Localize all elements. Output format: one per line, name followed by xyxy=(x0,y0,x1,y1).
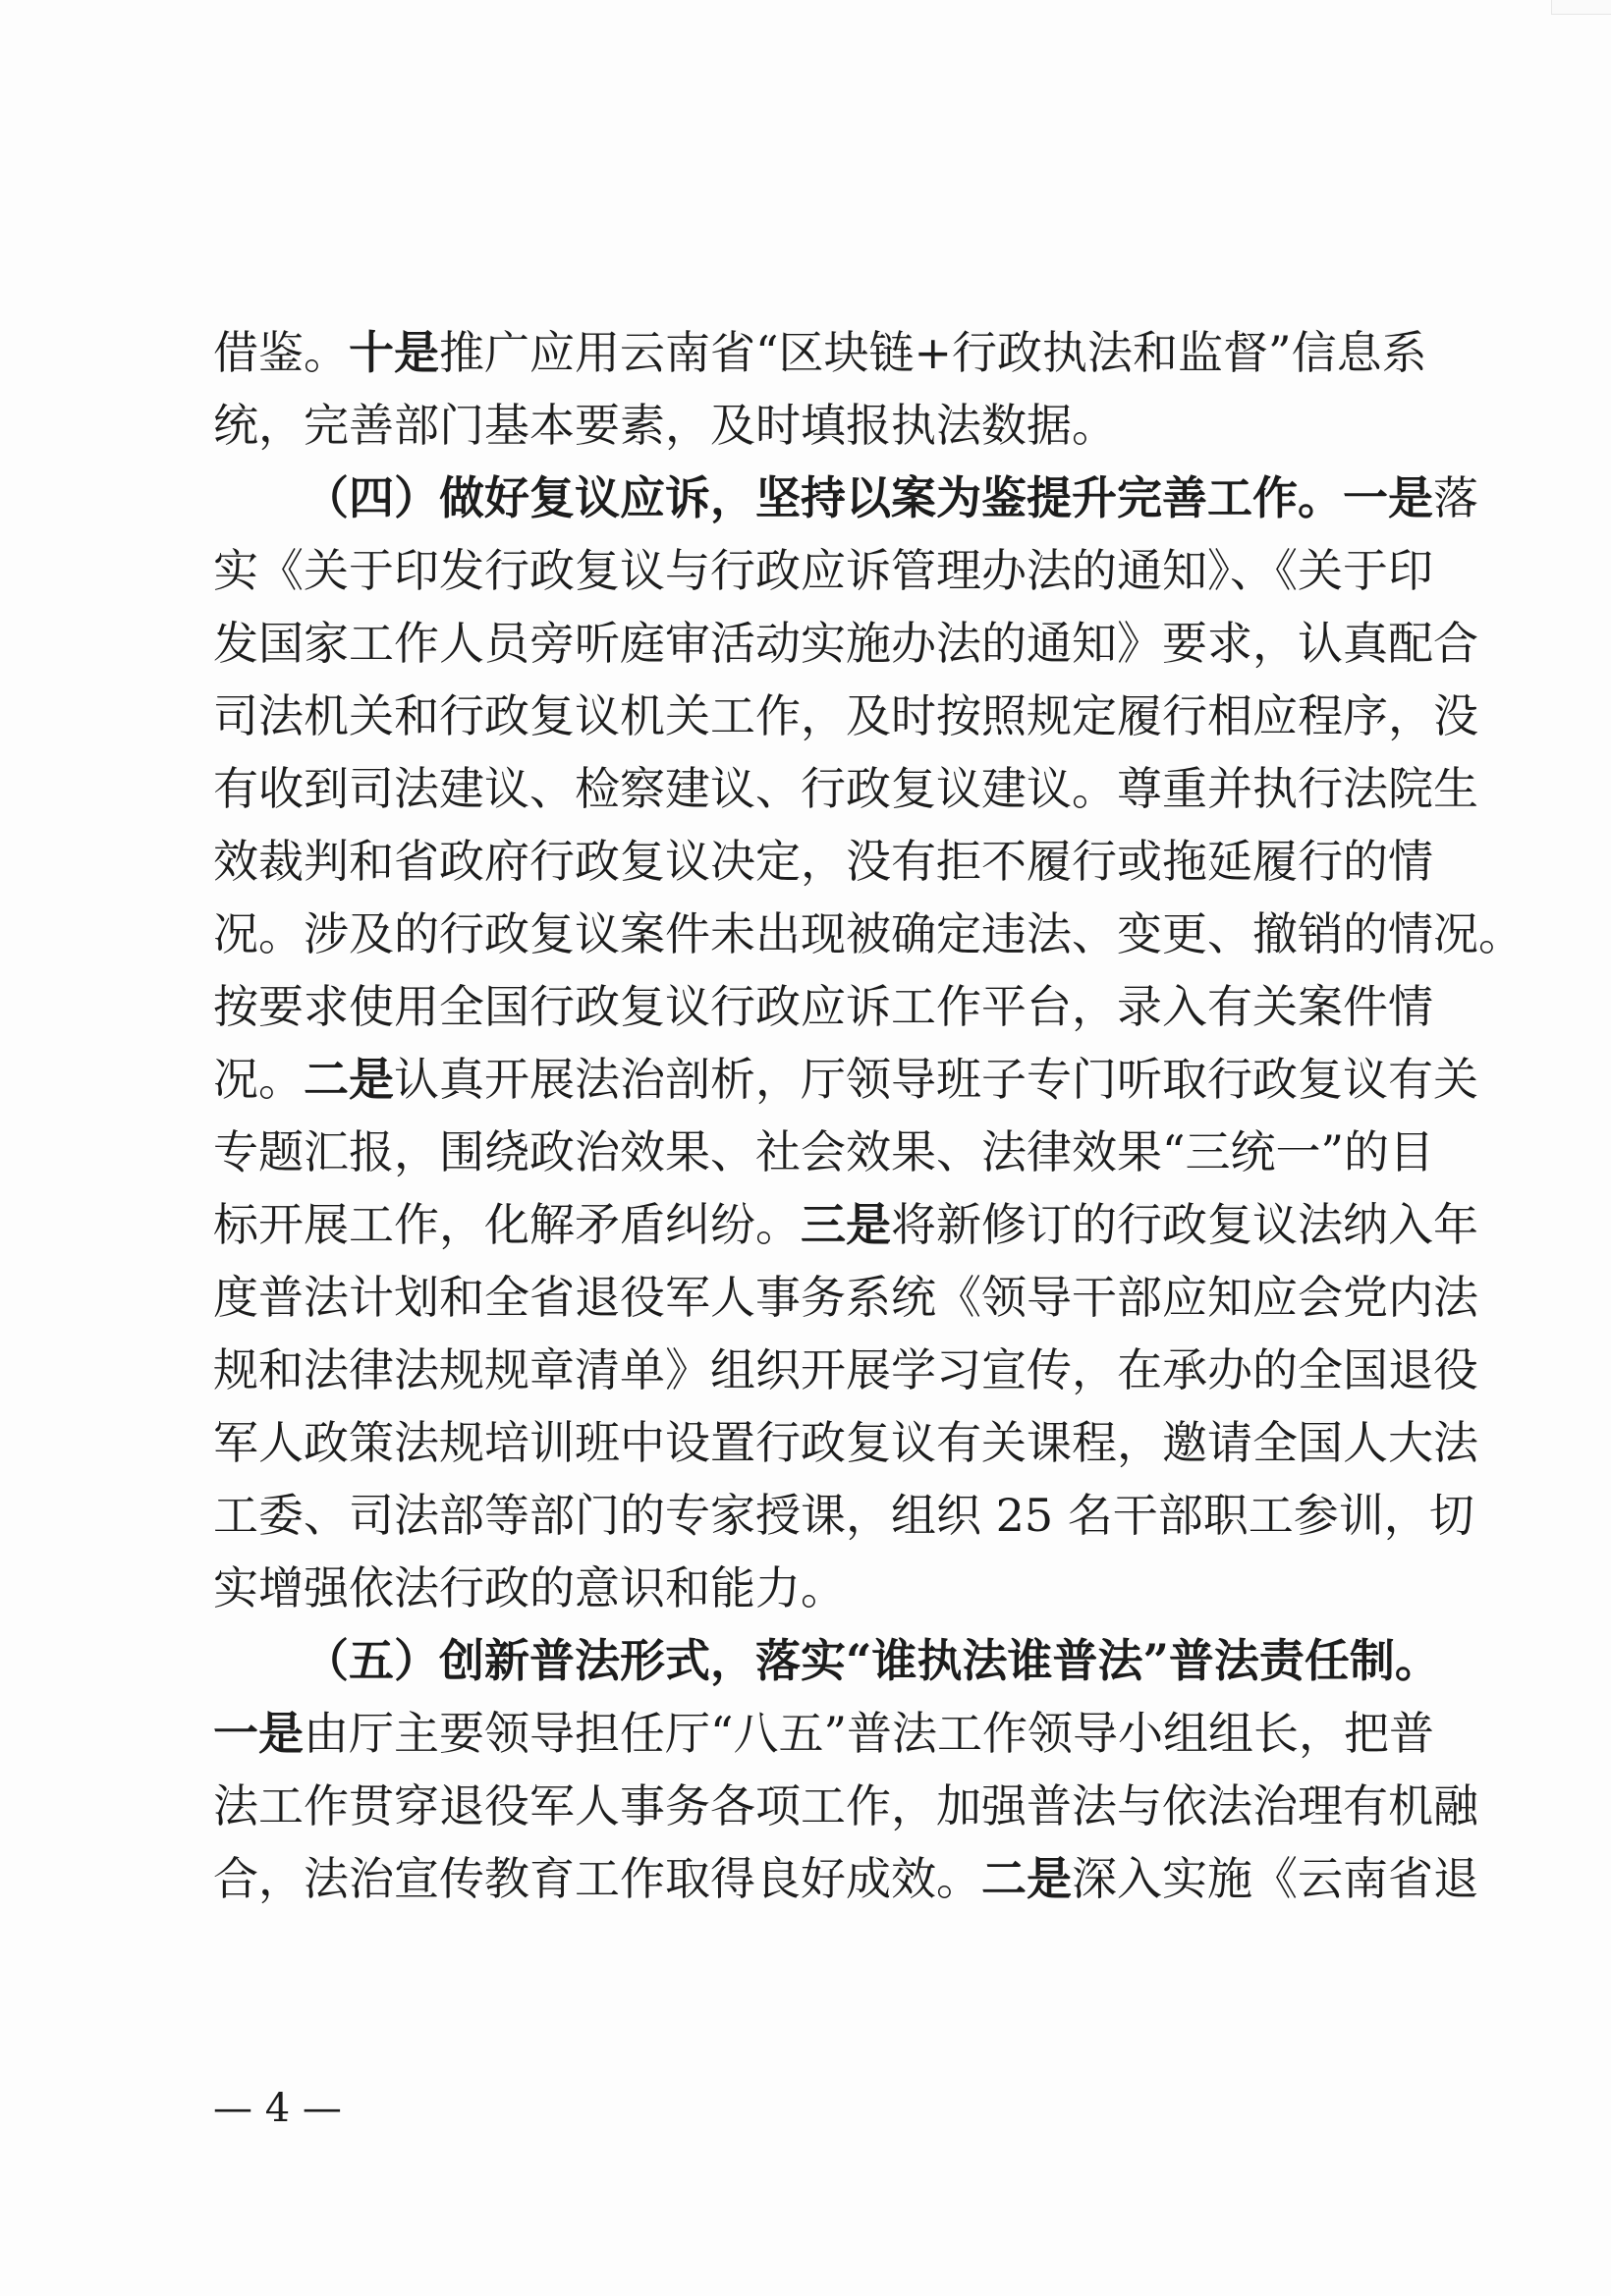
text-line xyxy=(213,1842,1478,1915)
text-segment: 按要求使用全国行政复议行政应诉工作平台，录入有关案件情 xyxy=(213,980,1433,1033)
text-segment: 况。涉及的行政复议案件未出现被确定违法、变更、撤销的情况。 xyxy=(213,907,1524,960)
emphasis-segment: 一是 xyxy=(213,1707,304,1760)
body-text xyxy=(213,316,1524,1915)
text-segment: 专题汇报，围绕政治效果、社会效果、法律效果“三统一”的目 xyxy=(213,1125,1435,1178)
text-line xyxy=(213,825,1433,898)
text-segment: 发国家工作人员旁听庭审活动实施办法的通知》要求，认真配合 xyxy=(213,617,1478,670)
emphasis-segment: 二是 xyxy=(304,1053,394,1106)
text-segment: 落 xyxy=(1433,471,1478,524)
text-segment: 效裁判和省政府行政复议决定，没有拒不履行或拖延履行的情 xyxy=(213,835,1433,888)
text-segment: 深入实施《云南省退 xyxy=(1072,1852,1478,1905)
scan-corner-mark xyxy=(1551,0,1611,15)
page-number: — 4 — xyxy=(213,2086,342,2131)
text-line xyxy=(213,607,1478,680)
section-heading: （五）创新普法形式，落实“谁执法谁普法”普法责任制。 xyxy=(304,1634,1440,1687)
text-segment: 司法机关和行政复议机关工作，及时按照规定履行相应程序，没 xyxy=(213,689,1478,742)
text-line xyxy=(213,316,1427,389)
text-segment: 推广应用云南省“区块链+行政执法和监督”信息系 xyxy=(439,326,1427,379)
text-line xyxy=(213,1406,1478,1479)
text-line xyxy=(213,1479,1474,1552)
emphasis-segment: 二是 xyxy=(981,1852,1072,1905)
text-line xyxy=(213,1552,1416,1624)
text-line xyxy=(213,680,1478,752)
text-segment: 度普法计划和全省退役军人事务系统《领导干部应知应会党内法 xyxy=(213,1271,1478,1324)
emphasis-segment: 三是 xyxy=(801,1198,891,1251)
text-line xyxy=(213,1261,1478,1334)
text-line xyxy=(213,1697,1435,1770)
text-line xyxy=(213,752,1478,825)
text-line xyxy=(213,389,1416,462)
text-segment: 将新修订的行政复议法纳入年 xyxy=(891,1198,1478,1251)
text-line xyxy=(213,1116,1435,1188)
text-line xyxy=(213,1188,1478,1261)
section-heading: （四）做好复议应诉，坚持以案为鉴提升完善工作。 xyxy=(304,471,1343,524)
text-segment: 统，完善部门基本要素，及时填报执法数据。 xyxy=(213,399,1117,452)
text-segment: 实增强依法行政的意识和能力。 xyxy=(213,1561,846,1614)
text-segment: 工委、司法部等部门的专家授课，组织 25 名干部职工参训，切 xyxy=(213,1489,1474,1542)
text-line xyxy=(213,898,1524,970)
text-segment: 法工作贯穿退役军人事务各项工作，加强普法与依法治理有机融 xyxy=(213,1779,1478,1832)
text-segment: 借鉴。 xyxy=(213,326,349,379)
text-segment: 合，法治宣传教育工作取得良好成效。 xyxy=(213,1852,981,1905)
text-line xyxy=(213,970,1433,1043)
section-heading-line xyxy=(213,462,1478,534)
text-line xyxy=(213,1334,1478,1406)
text-segment: 标开展工作，化解矛盾纠纷。 xyxy=(213,1198,801,1251)
text-segment: 实《关于印发行政复议与行政应诉管理办法的通知》、《关于印 xyxy=(213,544,1433,597)
text-line xyxy=(213,534,1433,607)
text-segment: 况。 xyxy=(213,1053,304,1106)
emphasis-segment: 一是 xyxy=(1343,471,1433,524)
text-segment: 认真开展法治剖析，厅领导班子专门听取行政复议有关 xyxy=(394,1053,1478,1106)
text-line xyxy=(213,1043,1478,1116)
emphasis-segment: 十是 xyxy=(349,326,439,379)
text-segment: 军人政策法规培训班中设置行政复议有关课程，邀请全国人大法 xyxy=(213,1416,1478,1469)
section-heading-line xyxy=(213,1624,1440,1697)
text-segment: 规和法律法规规章清单》组织开展学习宣传，在承办的全国退役 xyxy=(213,1343,1478,1396)
text-line xyxy=(213,1770,1478,1842)
text-segment: 由厅主要领导担任厅“八五”普法工作领导小组组长，把普 xyxy=(304,1707,1435,1760)
text-segment: 有收到司法建议、检察建议、行政复议建议。尊重并执行法院生 xyxy=(213,762,1478,815)
